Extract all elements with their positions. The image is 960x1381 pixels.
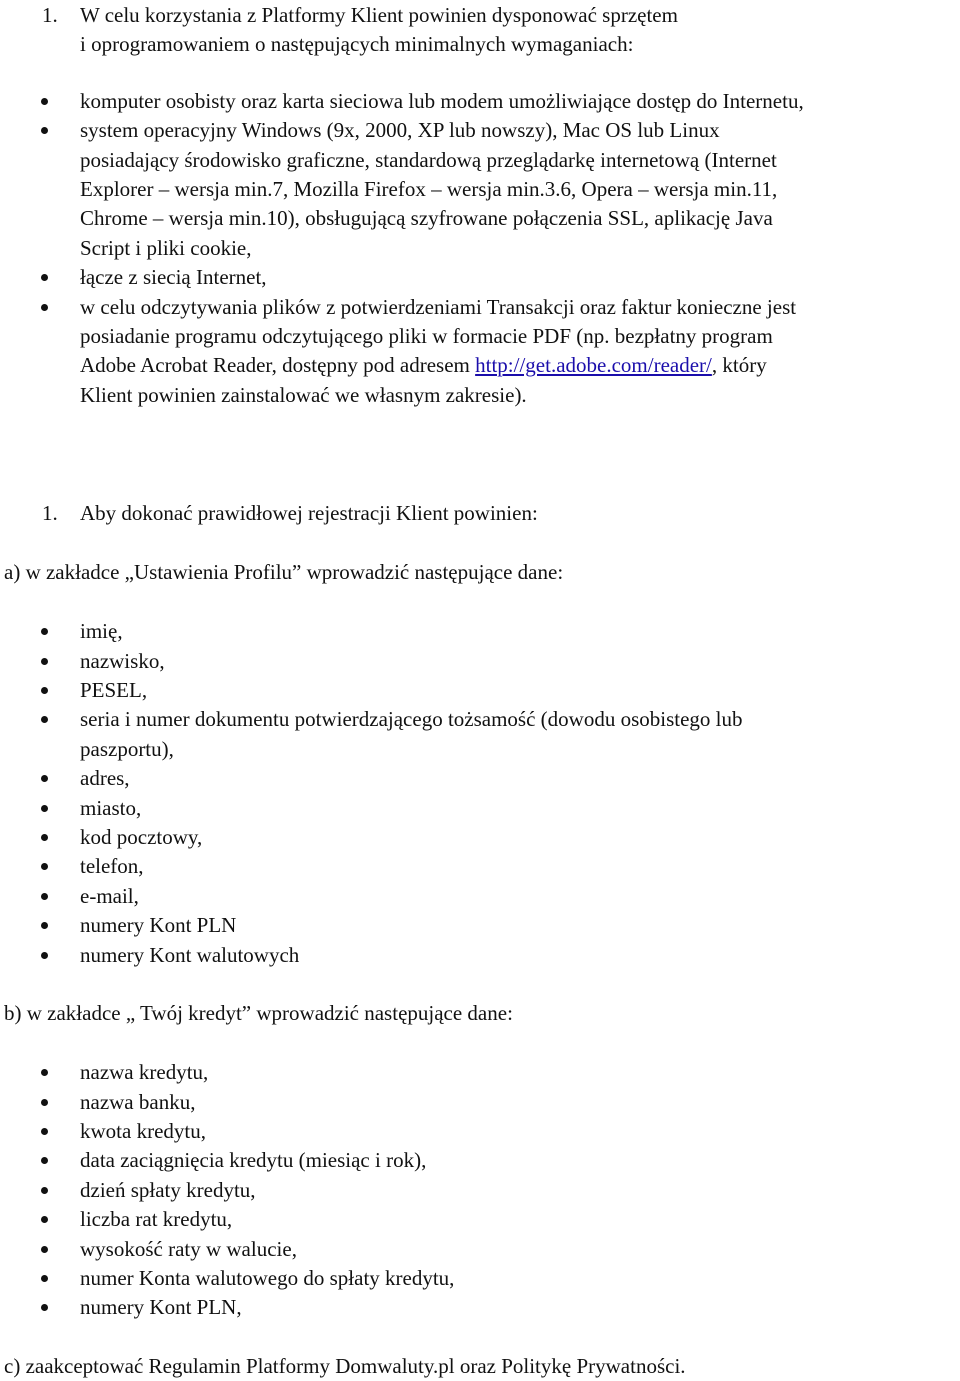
bullet-icon (41, 658, 48, 665)
requirement-item: w celu odczytywania plików z potwierdzeniami Transakcji oraz faktur konieczne jest (80, 295, 797, 319)
adobe-reader-link[interactable]: http://get.adobe.com/reader/ (475, 353, 712, 377)
bullet-icon (41, 805, 48, 812)
bullet-icon (41, 628, 48, 635)
credit-field-item: numer Konta walutowego do spłaty kredytu, (80, 1266, 455, 1290)
bullet-icon (41, 1216, 48, 1223)
bullet-icon (41, 1157, 48, 1164)
bullet-icon (41, 1069, 48, 1076)
part-a-heading: a) w zakładce „Ustawienia Profilu” wprowadzić następujące dane: (4, 560, 564, 584)
credit-field-item: wysokość raty w walucie, (80, 1237, 297, 1261)
profile-field-item-continued: paszportu), (80, 737, 174, 761)
requirement-item: komputer osobisty oraz karta sieciowa lub modem umożliwiające dostęp do Internetu, (80, 89, 804, 113)
section1-number: 1. (42, 3, 58, 27)
section2-number: 1. (42, 501, 58, 525)
credit-field-item: liczba rat kredytu, (80, 1207, 233, 1231)
requirement-item-continued: Chrome – wersja min.10), obsługującą szyfrowane połączenia SSL, aplikację Java (80, 206, 773, 230)
bullet-icon (41, 863, 48, 870)
profile-field-item: e-mail, (80, 884, 139, 908)
profile-field-item: numery Kont walutowych (80, 943, 300, 967)
profile-field-item: PESEL, (80, 678, 148, 702)
credit-field-item: data zaciągnięcia kredytu (miesiąc i rok), (80, 1148, 427, 1172)
profile-field-item: numery Kont PLN (80, 913, 237, 937)
bullet-icon (41, 775, 48, 782)
bullet-icon (41, 952, 48, 959)
credit-field-item: numery Kont PLN, (80, 1295, 242, 1319)
section1-heading-line2: i oprogramowaniem o następujących minimalnych wymaganiach: (80, 32, 634, 56)
profile-field-item: nazwisko, (80, 649, 165, 673)
part-c-heading: c) zaakceptować Regulamin Platformy Domwaluty.pl oraz Politykę Prywatności. (4, 1354, 686, 1378)
bullet-icon (41, 1304, 48, 1311)
bullet-icon (41, 127, 48, 134)
bullet-icon (41, 1187, 48, 1194)
profile-field-item: seria i numer dokumentu potwierdzającego tożsamość (dowodu osobistego lub (80, 707, 743, 731)
requirement-item-continued (80, 353, 767, 377)
part-b-heading: b) w zakładce „ Twój kredyt” wprowadzić następujące dane: (4, 1001, 513, 1025)
bullet-icon (41, 922, 48, 929)
bullet-icon (41, 834, 48, 841)
pdf-reader-text: Adobe Acrobat Reader, dostępny pod adresem (80, 353, 476, 377)
profile-field-item: adres, (80, 766, 130, 790)
credit-field-item: nazwa kredytu, (80, 1060, 209, 1084)
credit-field-item: nazwa banku, (80, 1090, 196, 1114)
bullet-icon (41, 716, 48, 723)
requirement-item-continued: Script i pliki cookie, (80, 236, 252, 260)
requirement-item-continued: Explorer – wersja min.7, Mozilla Firefox – wersja min.3.6, Opera – wersja min.11, (80, 177, 778, 201)
bullet-icon (41, 1099, 48, 1106)
bullet-icon (41, 687, 48, 694)
bullet-icon (41, 1275, 48, 1282)
bullet-icon (41, 304, 48, 311)
requirement-item-continued: posiadanie programu odczytującego pliki w formacie PDF (np. bezpłatny program (80, 324, 773, 348)
requirement-item-continued: posiadający środowisko graficzne, standardową przeglądarkę internetową (Internet (80, 148, 777, 172)
requirement-item: system operacyjny Windows (9x, 2000, XP lub nowszy), Mac OS lub Linux (80, 118, 720, 142)
pdf-reader-text-end: , który (711, 353, 767, 377)
requirement-item-continued: Klient powinien zainstalować we własnym zakresie). (80, 383, 527, 407)
bullet-icon (41, 274, 48, 281)
profile-field-item: kod pocztowy, (80, 825, 203, 849)
bullet-icon (41, 98, 48, 105)
profile-field-item: imię, (80, 619, 123, 643)
bullet-icon (41, 893, 48, 900)
section1-heading-line1: W celu korzystania z Platformy Klient powinien dysponować sprzętem (80, 3, 678, 27)
credit-field-item: kwota kredytu, (80, 1119, 206, 1143)
credit-field-item: dzień spłaty kredytu, (80, 1178, 256, 1202)
requirement-item: łącze z siecią Internet, (80, 265, 267, 289)
bullet-icon (41, 1246, 48, 1253)
bullet-icon (41, 1128, 48, 1135)
section2-heading: Aby dokonać prawidłowej rejestracji Klient powinien: (80, 501, 538, 525)
profile-field-item: miasto, (80, 796, 142, 820)
profile-field-item: telefon, (80, 854, 144, 878)
